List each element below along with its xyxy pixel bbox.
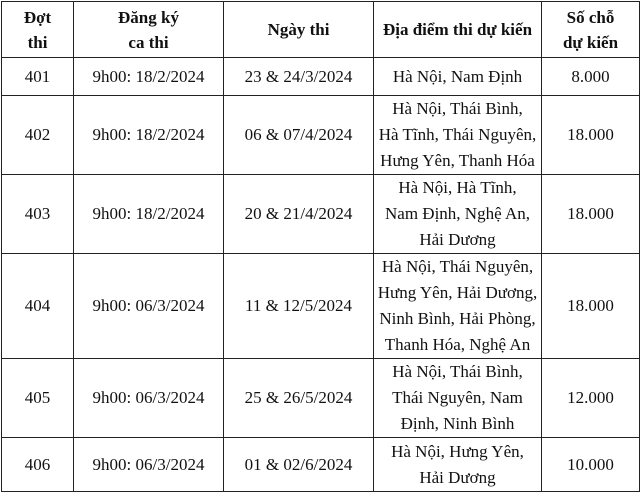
cell-register: 9h00: 18/2/2024	[74, 96, 224, 175]
location-line: Thái Nguyên, Nam	[392, 388, 523, 407]
cell-exam-date: 23 & 24/3/2024	[224, 58, 374, 96]
cell-location	[374, 96, 542, 175]
table-row	[2, 96, 640, 175]
header-seats-line-1: Số chỗ	[566, 7, 615, 27]
cell-exam-date: 25 & 26/5/2024	[224, 359, 374, 438]
location-line: Hà Nội, Hà Tĩnh,	[398, 178, 517, 197]
cell-exam-date: 11 & 12/5/2024	[224, 254, 374, 359]
header-row	[2, 2, 640, 58]
exam-schedule-table	[1, 1, 640, 492]
header-register-line-1: Đăng ký	[118, 7, 179, 27]
cell-exam-date: 01 & 02/6/2024	[224, 438, 374, 492]
location-line: Hà Tĩnh, Thái Nguyên,	[378, 125, 537, 144]
cell-location	[374, 359, 542, 438]
table-row	[2, 359, 640, 438]
cell-location	[374, 254, 542, 359]
table-row	[2, 438, 640, 492]
cell-phase: 405	[2, 359, 74, 438]
cell-register: 9h00: 06/3/2024	[74, 438, 224, 492]
location-line: Hưng Yên, Thanh Hóa	[380, 151, 535, 170]
cell-seats: 12.000	[542, 359, 640, 438]
location-line: Hải Dương	[419, 467, 496, 487]
cell-register: 9h00: 18/2/2024	[74, 175, 224, 254]
location-line: Định, Ninh Bình	[400, 414, 515, 433]
location-line: Thanh Hóa, Nghệ An	[384, 335, 531, 354]
header-location: Địa điểm thi dự kiến	[374, 2, 542, 58]
cell-seats: 18.000	[542, 96, 640, 175]
table-header	[2, 2, 640, 58]
location-line: Nam Định, Nghệ An,	[385, 204, 530, 223]
cell-seats: 18.000	[542, 175, 640, 254]
cell-register: 9h00: 18/2/2024	[74, 58, 224, 96]
cell-phase: 402	[2, 96, 74, 175]
table-row	[2, 254, 640, 359]
table-body	[2, 58, 640, 492]
cell-exam-date: 20 & 21/4/2024	[224, 175, 374, 254]
header-exam-date: Ngày thi	[224, 2, 374, 58]
location-line: Hà Nội, Nam Định	[392, 66, 523, 86]
header-phase-line-2: thi	[27, 32, 48, 52]
cell-location	[374, 438, 542, 492]
location-line: Ninh Bình, Hải Phòng,	[379, 309, 536, 328]
cell-register: 9h00: 06/3/2024	[74, 359, 224, 438]
location-line: Hà Nội, Thái Bình,	[392, 99, 523, 118]
cell-phase: 406	[2, 438, 74, 492]
table-row	[2, 58, 640, 96]
cell-phase: 401	[2, 58, 74, 96]
location-line: Hà Nội, Thái Bình,	[392, 362, 523, 381]
header-register	[74, 2, 224, 58]
location-line: Hà Nội, Hưng Yên,	[391, 441, 524, 461]
cell-seats: 10.000	[542, 438, 640, 492]
header-seats-line-2: dự kiến	[562, 32, 619, 52]
header-phase	[2, 2, 74, 58]
location-line: Hưng Yên, Hải Dương,	[377, 283, 538, 302]
cell-location	[374, 175, 542, 254]
location-line: Hải Dương	[419, 230, 496, 249]
cell-exam-date: 06 & 07/4/2024	[224, 96, 374, 175]
cell-register: 9h00: 06/3/2024	[74, 254, 224, 359]
table-row	[2, 175, 640, 254]
header-seats	[542, 2, 640, 58]
header-phase-line-1: Đợt	[23, 7, 52, 27]
cell-seats: 18.000	[542, 254, 640, 359]
header-register-line-2: ca thi	[128, 32, 169, 52]
location-line: Hà Nội, Thái Nguyên,	[381, 257, 534, 276]
cell-location	[374, 58, 542, 96]
cell-seats: 8.000	[542, 58, 640, 96]
cell-phase: 404	[2, 254, 74, 359]
cell-phase: 403	[2, 175, 74, 254]
